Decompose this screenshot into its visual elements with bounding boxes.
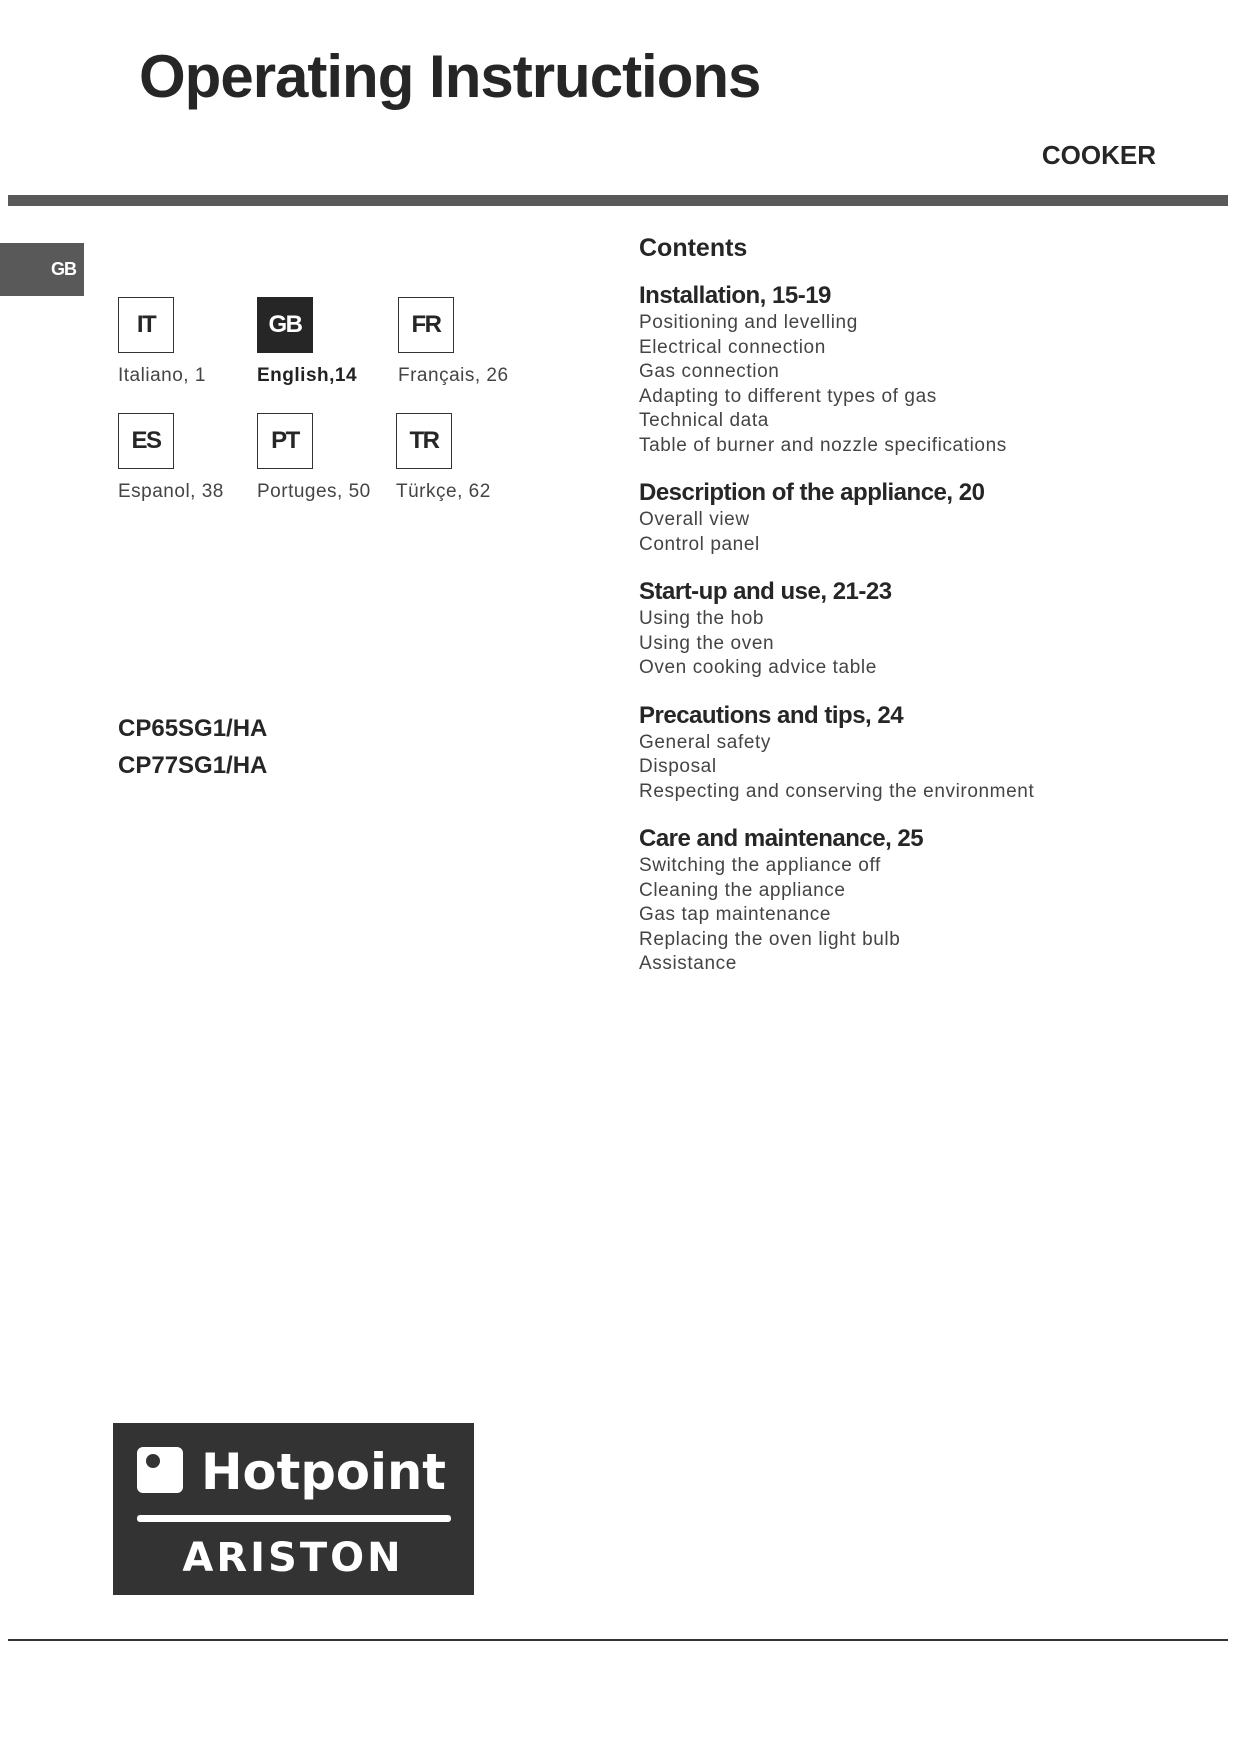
product-type: COOKER: [1041, 140, 1156, 170]
toc-section-installation: [639, 281, 1199, 458]
language-tr[interactable]: [396, 413, 566, 503]
language-label: Türkçe, 62: [396, 481, 491, 502]
toc-item[interactable]: Using the oven: [639, 632, 775, 654]
toc-item[interactable]: Respecting and conserving the environment: [639, 780, 1035, 802]
toc-section-title[interactable]: Start-up and use, 21-23: [639, 578, 892, 605]
toc-item[interactable]: Overall view: [639, 509, 750, 530]
toc-section-care: [639, 824, 1199, 977]
language-code-box: TR: [396, 413, 452, 469]
toc-section-precautions: [639, 701, 1199, 805]
page-title: Operating Instructions: [139, 43, 761, 110]
brand-square-dot: [146, 1454, 160, 1468]
toc-item[interactable]: Control panel: [639, 533, 760, 555]
toc-item[interactable]: Technical data: [639, 410, 769, 431]
toc-item[interactable]: Using the hob: [639, 608, 765, 629]
toc-item[interactable]: Assistance: [639, 953, 737, 974]
language-side-tab: GB: [0, 243, 84, 296]
toc-item[interactable]: Positioning and levelling: [639, 312, 858, 333]
model-list: [118, 710, 267, 784]
toc-section-title[interactable]: Description of the appliance, 20: [639, 479, 985, 506]
brand-divider: [137, 1515, 451, 1522]
language-label: Italiano, 1: [118, 365, 206, 386]
toc-item[interactable]: General safety: [639, 731, 771, 753]
toc-section-description: [639, 478, 1199, 557]
language-code-box: PT: [257, 413, 313, 469]
hotpoint-ariston-logo: [113, 1423, 474, 1595]
toc-item[interactable]: Electrical connection: [639, 336, 826, 358]
language-label: Français, 26: [398, 365, 509, 386]
toc-item[interactable]: Cleaning the appliance: [639, 879, 846, 901]
brand-square-icon: [137, 1447, 183, 1493]
language-label: Espanol, 38: [118, 481, 224, 502]
language-label: English,14: [257, 365, 358, 386]
table-of-contents: [639, 234, 1199, 997]
brand-name-hotpoint: Hotpoint: [201, 1443, 446, 1501]
language-code-box: IT: [118, 297, 174, 353]
toc-section-title[interactable]: Installation, 15-19: [639, 282, 831, 309]
toc-item[interactable]: Adapting to different types of gas: [639, 385, 937, 407]
toc-item[interactable]: Table of burner and nozzle specifications: [639, 434, 1007, 456]
toc-item[interactable]: Oven cooking advice table: [639, 657, 877, 678]
toc-item[interactable]: Replacing the oven light bulb: [639, 928, 901, 950]
toc-section-title[interactable]: Care and maintenance, 25: [639, 825, 924, 852]
language-fr[interactable]: [398, 297, 568, 387]
footer-divider: [8, 1639, 1228, 1641]
toc-item[interactable]: Switching the appliance off: [639, 855, 881, 876]
toc-section-startup: [639, 577, 1199, 681]
toc-section-title[interactable]: Precautions and tips, 24: [639, 701, 904, 729]
brand-logo-graphic: [113, 1423, 474, 1595]
language-code-box: GB: [257, 297, 313, 353]
language-code-box: FR: [398, 297, 454, 353]
brand-name-ariston: ARISTON: [182, 1535, 404, 1581]
header-divider: [8, 195, 1228, 206]
toc-item[interactable]: Gas tap maintenance: [639, 904, 832, 925]
language-label: Portuges, 50: [257, 481, 371, 502]
toc-item[interactable]: Gas connection: [639, 361, 780, 382]
toc-item[interactable]: Disposal: [639, 756, 717, 777]
model-number: CP77SG1/HA: [118, 752, 268, 779]
contents-heading: Contents: [639, 234, 748, 262]
language-code-box: ES: [118, 413, 174, 469]
model-number: CP65SG1/HA: [118, 715, 268, 742]
